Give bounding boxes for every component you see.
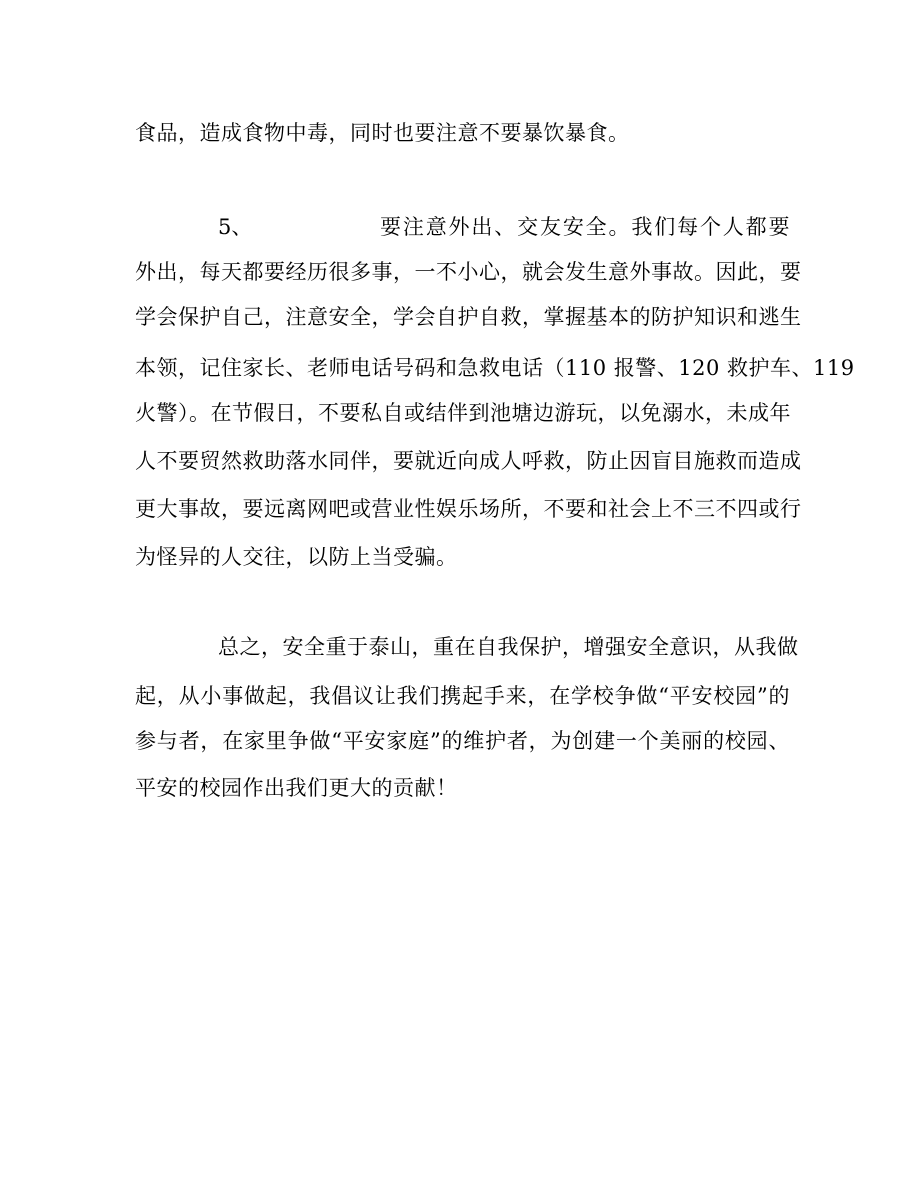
paragraph-5-line-2: 外出，每天都要经历很多事，一不小心，就会发生意外事故。因此，要: [135, 260, 802, 284]
summary-line-4: 平安的校园作出我们更大的贡献！: [135, 776, 458, 800]
paragraph-5-line-7: 更大事故，要远离网吧或营业性娱乐场所，不要和社会上不三不四或行: [135, 497, 802, 521]
paragraph-5-line-1: 要注意外出、交友安全。我们每个人都要: [380, 215, 790, 239]
continuation-line-1: 食品，造成食物中毒，同时也要注意不要暴饮暴食。: [135, 121, 630, 145]
paragraph-5-line-3: 学会保护自己，注意安全，学会自护自救，掌握基本的防护知识和逃生: [135, 305, 802, 329]
paragraph-5-line-6: 人不要贸然救助落水同伴，要就近向成人呼救，防止因盲目施救而造成: [135, 449, 802, 473]
paragraph-5-line-8: 为怪异的人交往，以防上当受骗。: [135, 545, 458, 569]
summary-line-2: 起，从小事做起，我倡议让我们携起手来，在学校争做“平安校园”的: [135, 684, 790, 708]
paragraph-5-number: 5、: [218, 215, 253, 239]
paragraph-5-line-5: 火警）。在节假日，不要私自或结伴到池塘边游玩，以免溺水，未成年: [135, 401, 791, 425]
summary-line-3: 参与者，在家里争做“平安家庭”的维护者，为创建一个美丽的校园、: [135, 729, 790, 753]
summary-line-1: 总之，安全重于泰山，重在自我保护，增强安全意识，从我做: [218, 635, 799, 659]
paragraph-5-line-4: 本领，记住家长、老师电话号码和急救电话（110 报警、120 救护车、119: [135, 356, 855, 380]
